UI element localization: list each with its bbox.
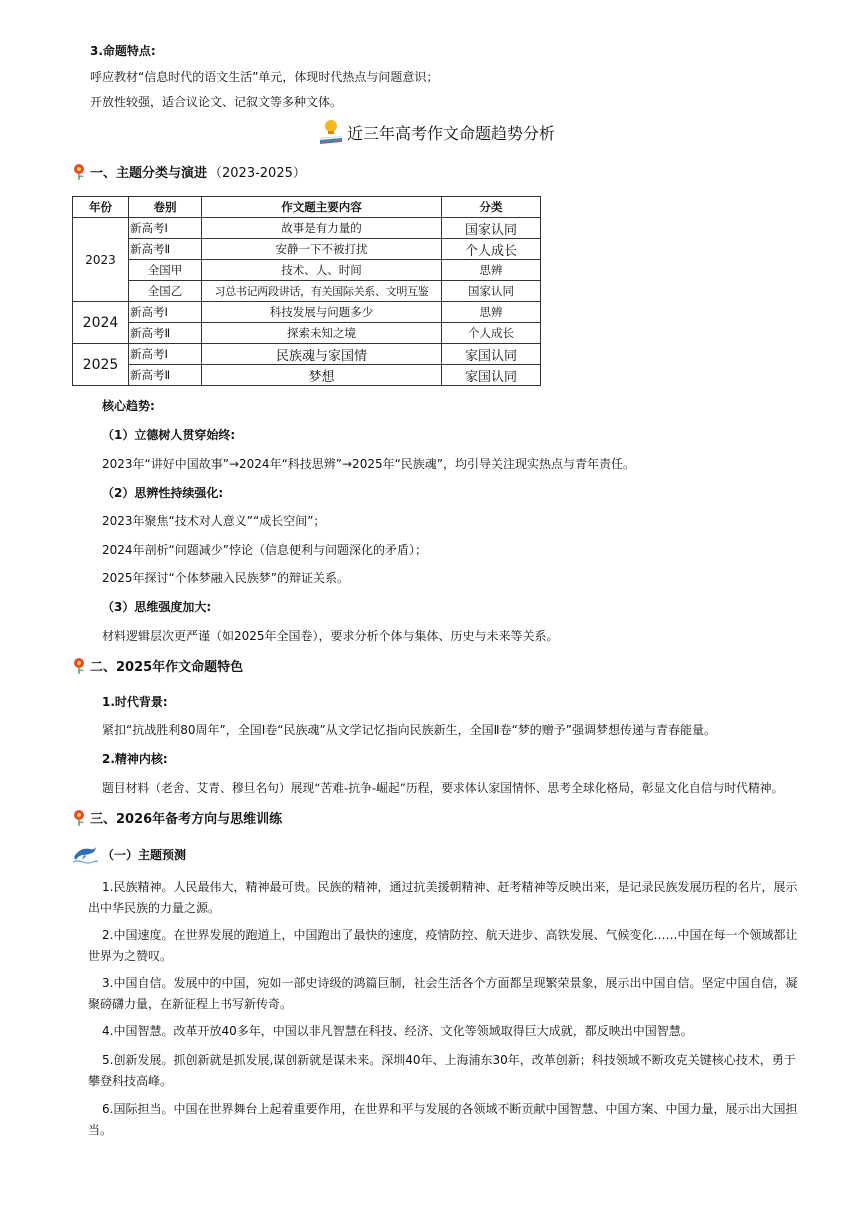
section3-subtitle: （一）主题预测 <box>102 847 187 862</box>
main-title-row <box>318 118 555 146</box>
cell-category: 个人成长 <box>442 323 541 344</box>
header-category: 分类 <box>442 197 541 218</box>
trend3-text: 材料逻辑层次更严谨（如2025年全国卷），要求分析个体与集体、历史与未来等关系。 <box>102 629 559 643</box>
flower-icon <box>72 809 86 827</box>
trend1-title: （1）立德树人贯穿始终: <box>102 428 236 442</box>
trend2-line3: 2025年探讨“个体梦融入民族梦”的辩证关系。 <box>102 571 349 585</box>
header-content: 作文题主要内容 <box>202 197 442 218</box>
dolphin-icon <box>72 843 98 865</box>
section2-heading <box>72 656 243 675</box>
table-row <box>73 302 541 323</box>
section3-title: 三、2026年备考方向与思维训练 <box>90 812 283 827</box>
header-year: 年份 <box>73 197 129 218</box>
cell-paper: 新高考Ⅱ <box>129 239 202 260</box>
cell-content: 探索未知之境 <box>202 323 442 344</box>
section2-title: 二、2025年作文命题特色 <box>90 660 244 675</box>
trend3-title: （3）思维强度加大: <box>102 600 212 614</box>
cell-paper: 新高考Ⅱ <box>129 323 202 344</box>
trend1-text: 2023年“讲好中国故事”→2024年“科技思辨”→2025年“民族魂”，均引导关注现实热点与青年责任。 <box>102 457 636 471</box>
intro-line-2: 开放性较强，适合议论文、记叙文等多种文体。 <box>90 95 343 109</box>
section2-sub1: 1.时代背景: <box>102 695 168 709</box>
table-row <box>73 323 541 344</box>
cell-content: 民族魂与家国情 <box>202 344 442 365</box>
cell-paper: 新高考Ⅰ <box>129 218 202 239</box>
cell-category: 国家认同 <box>442 281 541 302</box>
prediction-item-6: 6.国际担当。中国在世界舞台上起着重要作用，在世界和平与发展的各领域不断贡献中国智慧、中国方案、中国力量，展示出大国担当。 <box>88 1102 798 1137</box>
section2-sub1-text: 紧扣“抗战胜利80周年”，全国Ⅰ卷“民族魂”从文学记忆指向民族新生，全国Ⅱ卷“梦的赠予”强调梦想传递与青春能量。 <box>102 723 717 737</box>
header-paper: 卷别 <box>129 197 202 218</box>
cell-category: 个人成长 <box>442 239 541 260</box>
flower-icon <box>72 657 86 675</box>
cell-year: 2025 <box>73 344 129 386</box>
cell-paper: 新高考Ⅰ <box>129 344 202 365</box>
core-trends-heading: 核心趋势: <box>102 399 155 413</box>
cell-content: 技术、人、时间 <box>202 260 442 281</box>
table-row <box>73 344 541 365</box>
intro-line-1: 呼应教材“信息时代的语文生活”单元，体现时代热点与问题意识； <box>90 70 439 84</box>
cell-category: 思辨 <box>442 260 541 281</box>
cell-paper: 新高考Ⅱ <box>129 365 202 386</box>
section2-sub2: 2.精神内核: <box>102 752 168 766</box>
cell-paper: 全国乙 <box>129 281 202 302</box>
topics-table <box>72 196 541 386</box>
cell-year: 2023 <box>73 218 129 302</box>
section1-years: （2023-2025） <box>209 166 306 181</box>
table-row <box>73 365 541 386</box>
table-header-row <box>73 197 541 218</box>
prediction-item-3: 3.中国自信。发展中的中国，宛如一部史诗级的鸿篇巨制，社会生活各个方面都呈现繁荣景象，展示出中国自信。坚定中国自信，凝聚磅礴力量，在新征程上书写新传奇。 <box>88 976 798 1011</box>
flower-icon <box>72 163 86 181</box>
prediction-item-5: 5.创新发展。抓创新就是抓发展,谋创新就是谋未来。深圳40年、上海浦东30年，改革创新；科技领域不断攻克关键核心技术，勇于攀登科技高峰。 <box>88 1053 796 1088</box>
table-row <box>73 218 541 239</box>
cell-content: 故事是有力量的 <box>202 218 442 239</box>
cell-content: 梦想 <box>202 365 442 386</box>
table-row <box>73 281 541 302</box>
trend2-title: （2）思辨性持续强化: <box>102 486 224 500</box>
cell-content: 科技发展与问题多少 <box>202 302 442 323</box>
bulb-book-icon <box>318 118 344 146</box>
section2-sub2-text: 题目材料（老舍、艾青、穆旦名句）展现“苦难-抗争-崛起”历程，要求体认家国情怀、思考全球化格局，彰显文化自信与时代精神。 <box>102 781 784 795</box>
section1-title: 一、主题分类与演进 <box>90 166 208 181</box>
cell-category: 家国认同 <box>442 344 541 365</box>
prediction-item-1: 1.民族精神。人民最伟大，精神最可贵。民族的精神，通过抗美援朝精神、赶考精神等反映出来，是记录民族发展历程的名片，展示出中华民族的力量之源。 <box>88 880 798 915</box>
section3-subheading <box>72 843 186 865</box>
cell-paper: 新高考Ⅰ <box>129 302 202 323</box>
cell-category: 家国认同 <box>442 365 541 386</box>
trend2-line2: 2024年剖析“问题减少”悖论（信息便利与问题深化的矛盾）； <box>102 543 427 557</box>
cell-paper: 全国甲 <box>129 260 202 281</box>
cell-category: 国家认同 <box>442 218 541 239</box>
prediction-item-2: 2.中国速度。在世界发展的跑道上，中国跑出了最快的速度，疫情防控、航天进步、高铁发展、气候变化……中国在每一个领域都让世界为之赞叹。 <box>88 928 798 963</box>
section3-heading <box>72 808 282 827</box>
main-title: 近三年高考作文命题趋势分析 <box>347 123 556 143</box>
intro-heading: 3.命题特点: <box>90 44 156 58</box>
section1-heading <box>72 162 306 181</box>
prediction-item-4: 4.中国智慧。改革开放40多年，中国以非凡智慧在科技、经济、文化等领域取得巨大成就，都反映出中国智慧。 <box>102 1024 693 1038</box>
cell-year: 2024 <box>73 302 129 344</box>
cell-content: 安静一下不被打扰 <box>202 239 442 260</box>
trend2-line1: 2023年聚焦“技术对人意义”“成长空间”； <box>102 514 326 528</box>
cell-category: 思辨 <box>442 302 541 323</box>
cell-content: 习总书记两段讲话，有关国际关系、文明互鉴 <box>202 281 442 302</box>
table-row <box>73 260 541 281</box>
table-row <box>73 239 541 260</box>
